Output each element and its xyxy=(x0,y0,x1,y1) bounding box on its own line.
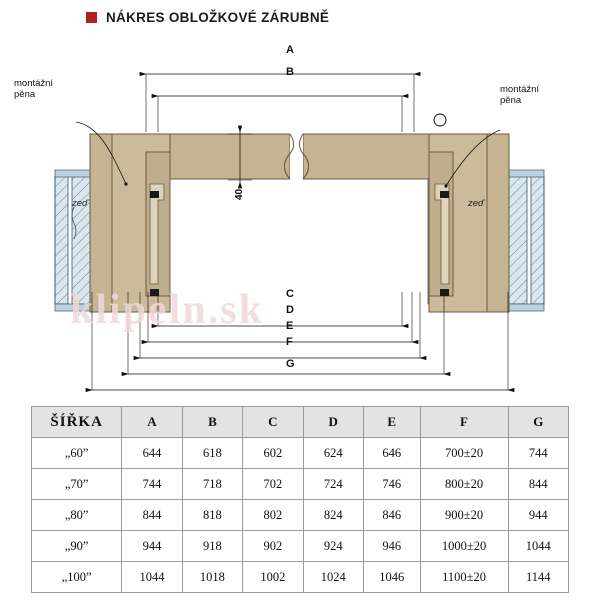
table-header-b: B xyxy=(182,407,242,438)
dimension-a xyxy=(146,74,414,132)
table-row xyxy=(32,531,569,562)
table-header-row xyxy=(32,407,569,438)
cell-d: 624 xyxy=(303,438,363,469)
dimension-e xyxy=(140,292,420,358)
label-foam-left-line1: montážní xyxy=(14,78,54,89)
cell-c: 802 xyxy=(243,500,303,531)
label-dim-a: A xyxy=(286,44,294,56)
table-header-e: E xyxy=(363,407,420,438)
table-row xyxy=(32,562,569,593)
table-header-c: C xyxy=(243,407,303,438)
watermark: klipeln.sk xyxy=(70,287,264,333)
cell-a: 644 xyxy=(122,438,182,469)
cell-b: 918 xyxy=(182,531,242,562)
cell-c: 702 xyxy=(243,469,303,500)
cell-width: „90” xyxy=(32,531,122,562)
cell-width: „60” xyxy=(32,438,122,469)
label-wall-left: zeď xyxy=(72,198,88,209)
cell-a: 944 xyxy=(122,531,182,562)
label-dim-g: G xyxy=(286,358,295,370)
title-text: NÁKRES OBLOŽKOVÉ ZÁRUBNĚ xyxy=(106,10,330,25)
cell-e: 1046 xyxy=(363,562,420,593)
table-header-a: A xyxy=(122,407,182,438)
cell-g: 1044 xyxy=(508,531,568,562)
cell-b: 818 xyxy=(182,500,242,531)
cell-f: 900±20 xyxy=(420,500,508,531)
label-thickness-40: 40 xyxy=(234,188,245,200)
cell-g: 944 xyxy=(508,500,568,531)
label-dim-f: F xyxy=(286,336,293,348)
cell-d: 824 xyxy=(303,500,363,531)
label-foam-left-line2: pěna xyxy=(14,89,36,100)
cell-e: 946 xyxy=(363,531,420,562)
label-foam-right xyxy=(500,84,539,106)
cell-g: 744 xyxy=(508,438,568,469)
label-dim-b: B xyxy=(286,66,294,78)
table-row xyxy=(32,500,569,531)
table-row xyxy=(32,469,569,500)
label-foam-left xyxy=(14,78,53,100)
cell-b: 718 xyxy=(182,469,242,500)
cell-f: 700±20 xyxy=(420,438,508,469)
cell-g: 844 xyxy=(508,469,568,500)
label-dim-e: E xyxy=(286,320,294,332)
cell-width: „100” xyxy=(32,562,122,593)
title-marker-icon xyxy=(86,12,97,23)
label-foam-right-line1: montážní xyxy=(500,84,540,95)
cell-f: 800±20 xyxy=(420,469,508,500)
cell-width: „80” xyxy=(32,500,122,531)
label-dim-d: D xyxy=(286,304,294,316)
cell-a: 1044 xyxy=(122,562,182,593)
cell-a: 744 xyxy=(122,469,182,500)
dimensions-table xyxy=(31,406,569,593)
cell-f: 1000±20 xyxy=(420,531,508,562)
cell-d: 724 xyxy=(303,469,363,500)
cell-c: 902 xyxy=(243,531,303,562)
table-header-g: G xyxy=(508,407,568,438)
cell-width: „70” xyxy=(32,469,122,500)
door-leaf xyxy=(170,134,429,179)
cell-d: 924 xyxy=(303,531,363,562)
table-header-f: F xyxy=(420,407,508,438)
cell-d: 1024 xyxy=(303,562,363,593)
label-wall-right: zeď xyxy=(468,198,484,209)
cell-a: 844 xyxy=(122,500,182,531)
page-title xyxy=(86,10,329,25)
table-header-width: ŠÍŘKA xyxy=(32,407,122,438)
cell-c: 602 xyxy=(243,438,303,469)
cell-e: 646 xyxy=(363,438,420,469)
label-foam-right-line2: pěna xyxy=(500,95,522,106)
dimension-b xyxy=(158,96,402,132)
door-frame-left xyxy=(90,134,170,312)
dimension-c xyxy=(158,292,402,326)
cell-e: 746 xyxy=(363,469,420,500)
dimension-d xyxy=(148,292,412,342)
cell-b: 1018 xyxy=(182,562,242,593)
door-frame-right xyxy=(429,114,509,312)
cell-c: 1002 xyxy=(243,562,303,593)
cell-f: 1100±20 xyxy=(420,562,508,593)
label-dim-c: C xyxy=(286,288,294,300)
table-header-d: D xyxy=(303,407,363,438)
cell-b: 618 xyxy=(182,438,242,469)
cell-g: 1144 xyxy=(508,562,568,593)
table-row xyxy=(32,438,569,469)
cell-e: 846 xyxy=(363,500,420,531)
